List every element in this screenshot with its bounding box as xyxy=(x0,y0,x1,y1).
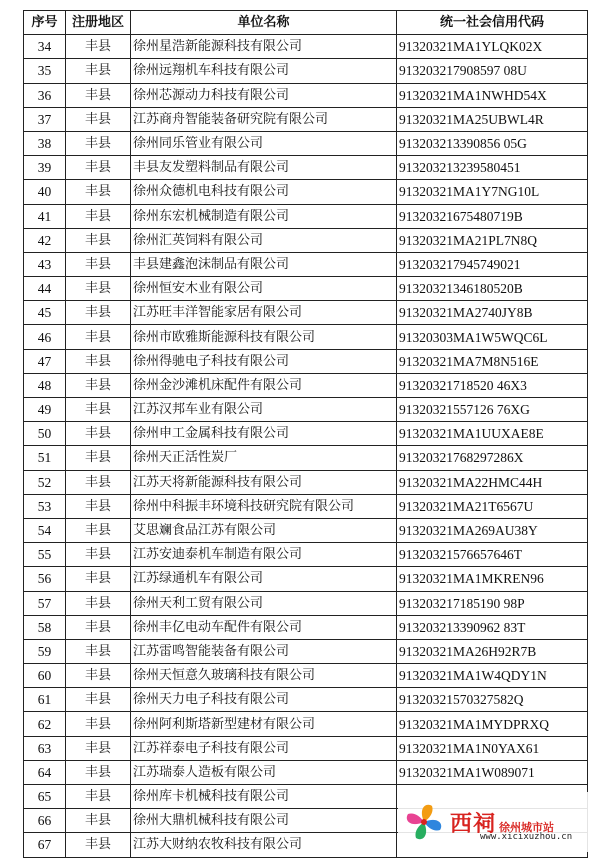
row-region: 丰县 xyxy=(66,785,131,809)
row-credit-code: 91320321MA1Y7NG10L xyxy=(397,180,588,204)
row-region: 丰县 xyxy=(66,567,131,591)
table-row xyxy=(24,422,588,446)
row-credit-code: 91320321576657646T xyxy=(397,543,588,567)
row-company-name: 徐州丰亿电动车配件有限公司 xyxy=(131,615,397,639)
row-credit-code: 91320321MA1MKREN96 xyxy=(397,567,588,591)
row-company-name: 江苏汉邦车业有限公司 xyxy=(131,398,397,422)
row-company-name: 徐州同乐管业有限公司 xyxy=(131,131,397,155)
table-row xyxy=(24,567,588,591)
table-row xyxy=(24,301,588,325)
row-serial: 50 xyxy=(24,422,66,446)
row-serial: 67 xyxy=(24,833,66,857)
table-row xyxy=(24,35,588,59)
header-region: 注册地区 xyxy=(66,11,131,35)
row-credit-code: 913203213239580451 xyxy=(397,156,588,180)
row-serial: 55 xyxy=(24,543,66,567)
row-credit-code: 913203217185190 98P xyxy=(397,591,588,615)
table-row xyxy=(24,688,588,712)
row-serial: 37 xyxy=(24,107,66,131)
row-region: 丰县 xyxy=(66,760,131,784)
row-credit-code: 91320321675480719B xyxy=(397,204,588,228)
row-company-name: 徐州天恒意久玻璃科技有限公司 xyxy=(131,664,397,688)
table-body xyxy=(24,35,588,857)
table-row xyxy=(24,446,588,470)
row-credit-code: 91320321MA25UBWL4R xyxy=(397,107,588,131)
table-row xyxy=(24,736,588,760)
row-credit-code: 91320303MA1W5WQC6L xyxy=(397,325,588,349)
row-company-name: 江苏雷鸣智能装备有限公司 xyxy=(131,639,397,663)
row-region: 丰县 xyxy=(66,615,131,639)
row-company-name: 徐州得驰电子科技有限公司 xyxy=(131,349,397,373)
row-credit-code: 91320321MA1UUXAE8E xyxy=(397,422,588,446)
row-region: 丰县 xyxy=(66,277,131,301)
row-company-name: 徐州天力电子科技有限公司 xyxy=(131,688,397,712)
site-watermark xyxy=(398,792,594,852)
row-company-name: 徐州恒安木业有限公司 xyxy=(131,277,397,301)
row-company-name: 江苏大财纳农牧科技有限公司 xyxy=(131,833,397,857)
row-serial: 53 xyxy=(24,494,66,518)
row-company-name: 徐州众德机电科技有限公司 xyxy=(131,180,397,204)
table-row xyxy=(24,373,588,397)
row-serial: 47 xyxy=(24,349,66,373)
row-region: 丰县 xyxy=(66,688,131,712)
row-credit-code: 91320321MA26H92R7B xyxy=(397,639,588,663)
row-region: 丰县 xyxy=(66,518,131,542)
row-company-name: 徐州芯源动力科技有限公司 xyxy=(131,83,397,107)
row-credit-code: 91320321MA22HMC44H xyxy=(397,470,588,494)
row-serial: 38 xyxy=(24,131,66,155)
row-serial: 57 xyxy=(24,591,66,615)
table-row xyxy=(24,83,588,107)
row-credit-code: 91320321MA1NWHD54X xyxy=(397,83,588,107)
table-row xyxy=(24,156,588,180)
row-credit-code: 91320321MA21PL7N8Q xyxy=(397,228,588,252)
row-region: 丰县 xyxy=(66,35,131,59)
row-company-name: 丰县友发塑料制品有限公司 xyxy=(131,156,397,180)
table-row xyxy=(24,543,588,567)
row-company-name: 徐州申工金属科技有限公司 xyxy=(131,422,397,446)
row-serial: 54 xyxy=(24,518,66,542)
row-serial: 45 xyxy=(24,301,66,325)
header-company-name: 单位名称 xyxy=(131,11,397,35)
row-region: 丰县 xyxy=(66,373,131,397)
row-company-name: 徐州中科振丰环境科技研究院有限公司 xyxy=(131,494,397,518)
row-serial: 36 xyxy=(24,83,66,107)
row-credit-code: 913203217945749021 xyxy=(397,252,588,276)
row-serial: 48 xyxy=(24,373,66,397)
row-credit-code: 91320321MA1MYDPRXQ xyxy=(397,712,588,736)
row-region: 丰县 xyxy=(66,83,131,107)
row-credit-code: 91320321570327582Q xyxy=(397,688,588,712)
row-serial: 40 xyxy=(24,180,66,204)
row-region: 丰县 xyxy=(66,228,131,252)
row-serial: 64 xyxy=(24,760,66,784)
row-region: 丰县 xyxy=(66,712,131,736)
row-company-name: 徐州星浩新能源科技有限公司 xyxy=(131,35,397,59)
row-region: 丰县 xyxy=(66,325,131,349)
row-region: 丰县 xyxy=(66,107,131,131)
row-company-name: 江苏旺丰洋智能家居有限公司 xyxy=(131,301,397,325)
row-company-name: 江苏天将新能源科技有限公司 xyxy=(131,470,397,494)
row-region: 丰县 xyxy=(66,639,131,663)
table-row xyxy=(24,277,588,301)
row-credit-code: 91320321718520 46X3 xyxy=(397,373,588,397)
row-credit-code: 913203213390962 83T xyxy=(397,615,588,639)
row-company-name: 江苏祥泰电子科技有限公司 xyxy=(131,736,397,760)
row-serial: 51 xyxy=(24,446,66,470)
table-row xyxy=(24,664,588,688)
table-row xyxy=(24,591,588,615)
row-region: 丰县 xyxy=(66,398,131,422)
row-region: 丰县 xyxy=(66,180,131,204)
row-company-name: 江苏绿通机车有限公司 xyxy=(131,567,397,591)
row-company-name: 徐州阿利斯塔新型建材有限公司 xyxy=(131,712,397,736)
table-row xyxy=(24,494,588,518)
table-row xyxy=(24,398,588,422)
table-row xyxy=(24,180,588,204)
company-table-container xyxy=(23,10,587,858)
row-serial: 41 xyxy=(24,204,66,228)
table-row xyxy=(24,59,588,83)
row-credit-code: 91320321346180520B xyxy=(397,277,588,301)
row-credit-code: 91320321MA2740JY8B xyxy=(397,301,588,325)
row-region: 丰县 xyxy=(66,204,131,228)
watermark-brand: 西祠 xyxy=(450,810,497,837)
row-serial: 44 xyxy=(24,277,66,301)
company-table xyxy=(23,10,588,858)
row-serial: 58 xyxy=(24,615,66,639)
row-serial: 49 xyxy=(24,398,66,422)
row-serial: 65 xyxy=(24,785,66,809)
row-company-name: 徐州金沙滩机床配件有限公司 xyxy=(131,373,397,397)
table-row xyxy=(24,252,588,276)
row-credit-code: 913203217908597 08U xyxy=(397,59,588,83)
row-credit-code: 91320321MA1W089071 xyxy=(397,760,588,784)
row-company-name: 徐州库卡机械科技有限公司 xyxy=(131,785,397,809)
table-row xyxy=(24,518,588,542)
watermark-site: 徐州城市站 xyxy=(499,820,555,834)
row-serial: 52 xyxy=(24,470,66,494)
table-row xyxy=(24,615,588,639)
header-serial: 序号 xyxy=(24,11,66,35)
row-company-name: 徐州东宏机械制造有限公司 xyxy=(131,204,397,228)
row-region: 丰县 xyxy=(66,543,131,567)
table-row xyxy=(24,228,588,252)
row-company-name: 徐州市欧雅斯能源科技有限公司 xyxy=(131,325,397,349)
row-serial: 43 xyxy=(24,252,66,276)
table-row xyxy=(24,639,588,663)
row-credit-code: 91320321557126 76XG xyxy=(397,398,588,422)
pinwheel-logo-icon xyxy=(400,798,448,846)
table-row xyxy=(24,712,588,736)
row-region: 丰县 xyxy=(66,301,131,325)
watermark-url: www.xicixuzhou.cn xyxy=(480,832,573,842)
row-credit-code: 91320321MA1W4QDY1N xyxy=(397,664,588,688)
row-company-name: 徐州远翔机车科技有限公司 xyxy=(131,59,397,83)
table-row xyxy=(24,325,588,349)
row-credit-code: 91320321768297286X xyxy=(397,446,588,470)
row-serial: 63 xyxy=(24,736,66,760)
row-serial: 61 xyxy=(24,688,66,712)
row-region: 丰县 xyxy=(66,156,131,180)
row-credit-code: 913203213390856 05G xyxy=(397,131,588,155)
row-company-name: 艾思斓食品江苏有限公司 xyxy=(131,518,397,542)
row-credit-code: 91320321MA1N0YAX61 xyxy=(397,736,588,760)
row-serial: 39 xyxy=(24,156,66,180)
row-credit-code: 91320321MA1YLQK02X xyxy=(397,35,588,59)
row-company-name: 丰县建鑫泡沫制品有限公司 xyxy=(131,252,397,276)
row-region: 丰县 xyxy=(66,736,131,760)
table-header-row xyxy=(24,11,588,35)
table-row xyxy=(24,470,588,494)
row-region: 丰县 xyxy=(66,446,131,470)
row-company-name: 江苏安迪泰机车制造有限公司 xyxy=(131,543,397,567)
row-region: 丰县 xyxy=(66,131,131,155)
header-credit-code: 统一社会信用代码 xyxy=(397,11,588,35)
row-region: 丰县 xyxy=(66,809,131,833)
table-row xyxy=(24,107,588,131)
table-row xyxy=(24,131,588,155)
row-serial: 42 xyxy=(24,228,66,252)
row-company-name: 徐州天正活性炭厂 xyxy=(131,446,397,470)
row-region: 丰县 xyxy=(66,494,131,518)
row-serial: 59 xyxy=(24,639,66,663)
row-region: 丰县 xyxy=(66,833,131,857)
row-company-name: 徐州大鼎机械科技有限公司 xyxy=(131,809,397,833)
row-region: 丰县 xyxy=(66,349,131,373)
row-serial: 62 xyxy=(24,712,66,736)
row-serial: 35 xyxy=(24,59,66,83)
row-company-name: 江苏商舟智能装备研究院有限公司 xyxy=(131,107,397,131)
row-company-name: 江苏瑞泰人造板有限公司 xyxy=(131,760,397,784)
row-credit-code: 91320321MA269AU38Y xyxy=(397,518,588,542)
table-row xyxy=(24,760,588,784)
row-serial: 56 xyxy=(24,567,66,591)
row-serial: 34 xyxy=(24,35,66,59)
row-region: 丰县 xyxy=(66,664,131,688)
row-region: 丰县 xyxy=(66,470,131,494)
row-credit-code: 91320321MA7M8N516E xyxy=(397,349,588,373)
row-company-name: 徐州汇英饲料有限公司 xyxy=(131,228,397,252)
row-region: 丰县 xyxy=(66,59,131,83)
row-company-name: 徐州天利工贸有限公司 xyxy=(131,591,397,615)
row-region: 丰县 xyxy=(66,591,131,615)
row-serial: 60 xyxy=(24,664,66,688)
row-serial: 46 xyxy=(24,325,66,349)
row-credit-code: 91320321MA21T6567U xyxy=(397,494,588,518)
table-row xyxy=(24,349,588,373)
row-region: 丰县 xyxy=(66,422,131,446)
row-region: 丰县 xyxy=(66,252,131,276)
table-row xyxy=(24,204,588,228)
row-serial: 66 xyxy=(24,809,66,833)
